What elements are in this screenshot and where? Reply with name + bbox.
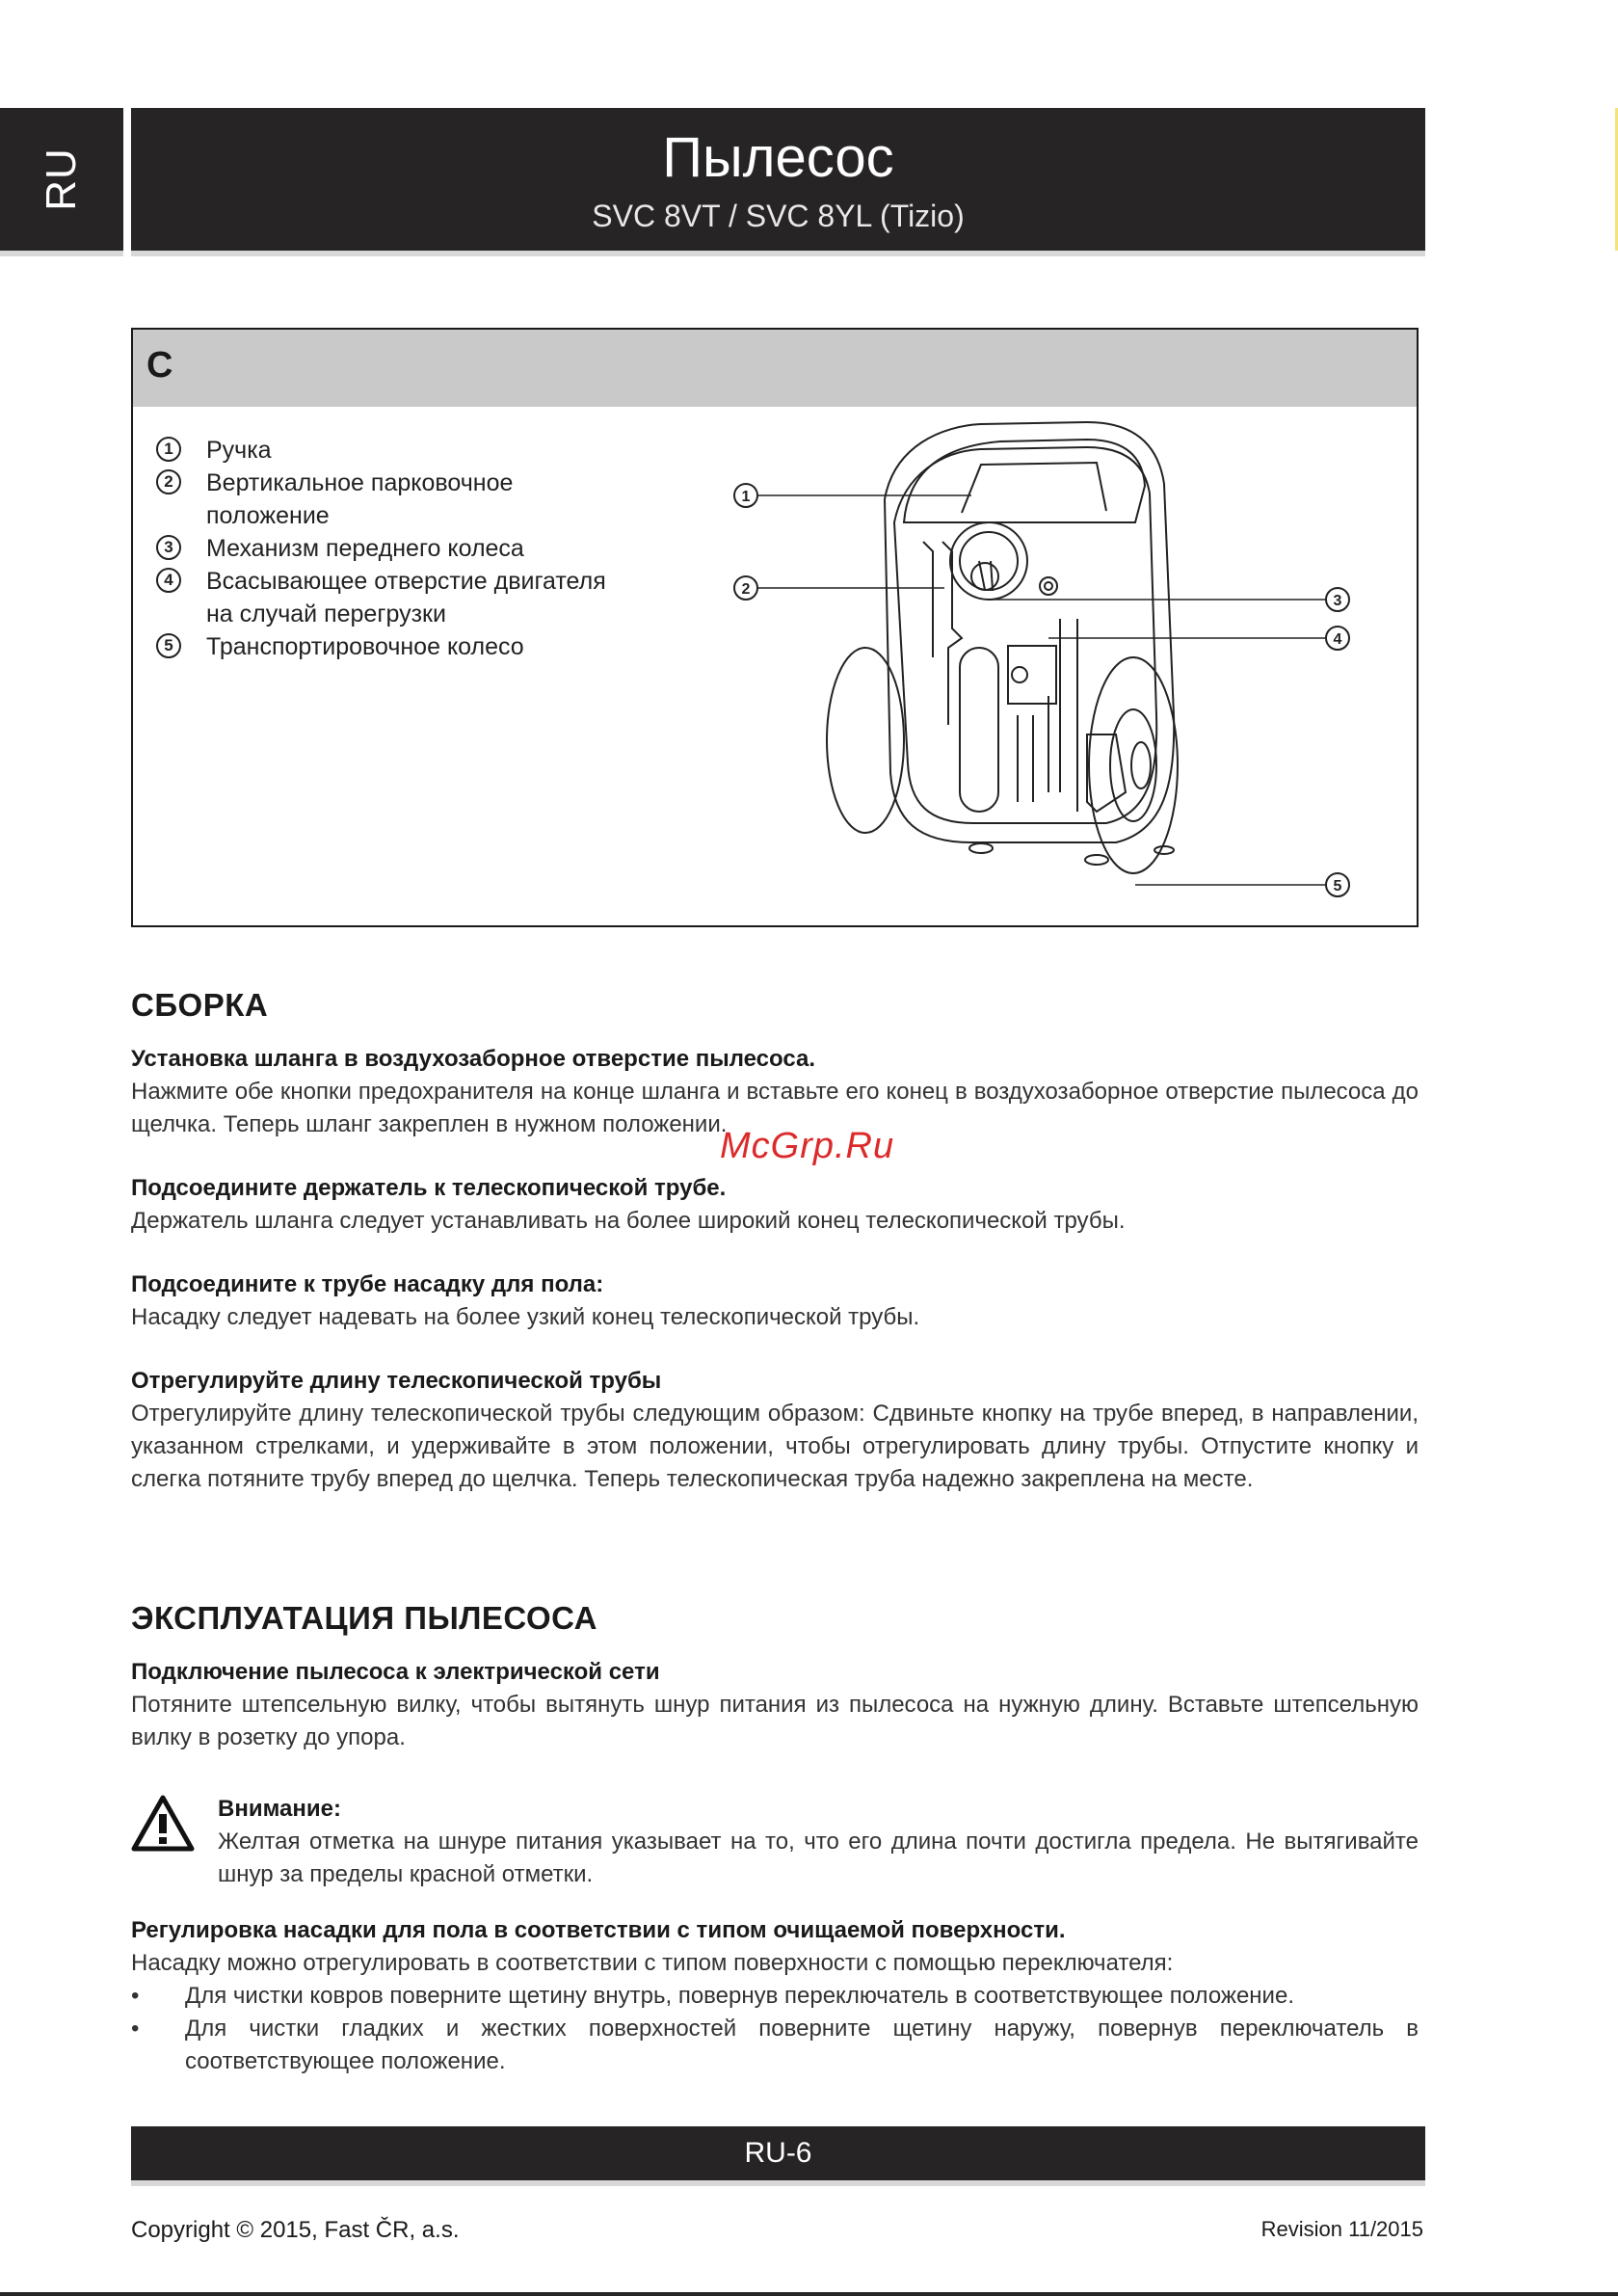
list-item: • Для чистки ковров поверните щетину внутрь, повернув переключатель в соответствующее положение. [131,1980,1419,2013]
legend-number: 2 [156,469,181,494]
copyright: Copyright © 2015, Fast ČR, a.s. [131,2217,460,2243]
legend-text: Вертикальное парковочное положение [206,469,514,529]
left-wheel [827,648,904,833]
legend-number: 1 [156,437,181,462]
vacuum-cleaner-illustration [133,407,1417,925]
figure-header [133,330,1417,407]
nozzle-bullet-list [131,1980,1419,2078]
overload-suction-hole [1040,577,1057,595]
page-title: Пылесос [662,126,894,189]
vacuum-body [885,422,1174,842]
assembly-heading: СБОРКА [131,987,269,1023]
page-number-bar [131,2126,1425,2180]
handle [904,440,1145,522]
warning-block [218,1793,1419,1891]
legend-text: Транспортировочное колесо [206,633,524,660]
page-subtitle: SVC 8VT / SVC 8YL (Tizio) [592,199,965,233]
assembly-step-4-title: Отрегулируйте длину телескопической трубы [131,1368,662,1394]
legend-number: 4 [156,568,181,593]
operation-heading: ЭКСПЛУАТАЦИЯ ПЫЛЕСОСА [131,1600,597,1636]
watermark: McGrp.Ru [720,1126,895,1166]
warning-text: Желтая отметка на шнуре питания указывает на то, что его длина почти достигла предела. Не вытягивайте шнур за пределы красной отметки. [218,1829,1419,1887]
operation-step-2-title: Регулировка насадки для пола в соответствии с типом очищаемой поверхности. [131,1917,1066,1943]
operation-step-1-title: Подключение пылесоса к электрической сети [131,1659,660,1685]
callout-number-2: 2 [741,581,751,598]
operation-step-1-text: Потяните штепсельную вилку, чтобы вытянуть шнур питания из пылесоса на нужную длину. Вставьте штепсельную вилку в розетку до упора. [131,1692,1419,1750]
page-number: RU-6 [744,2137,812,2169]
assembly-step-3-title: Подсоедините к трубе насадку для пола: [131,1271,604,1297]
operation-step-2-text: Насадку можно отрегулировать в соответствии с типом поверхности с помощью переключателя: [131,1950,1174,1976]
revision: Revision 11/2015 [1260,2217,1423,2241]
assembly-section [131,987,1419,1496]
right-wheel [1089,657,1178,873]
bottom-rule [0,2292,1618,2296]
title-banner [131,108,1425,251]
legend-number: 5 [156,633,181,658]
assembly-step-1-text: Нажмите обе кнопки предохранителя на конце шланга и вставьте его конец в воздухозаборное отверстие пылесоса до щелчка. Теперь шланг закреплен в нужном положении. [131,1079,1419,1137]
legend-text: Механизм переднего колеса [206,535,524,562]
warning-title: Внимание: [218,1796,341,1822]
assembly-step-2-text: Держатель шланга следует устанавливать на более широкий конец телескопической трубы. [131,1208,1126,1234]
assembly-step-1-title: Установка шланга в воздухозаборное отверстие пылесоса. [131,1046,816,1072]
language-tab [0,108,123,251]
legend-text: Ручка [206,437,272,464]
floor-nozzle-section [131,1914,1419,2078]
callout-number-4: 4 [1333,631,1342,648]
assembly-step-4-text: Отрегулируйте длину телескопической трубы следующим образом: Сдвиньте кнопку на трубе вперед, в направлении, указанном стрелками, и удерживайте в этом положении, чтобы отрегулировать длину трубы. Отпустите кнопку и слегка потяните трубу вперед до щелчка. Теперь телескопическая труба надежно закреплена на месте. [131,1401,1419,1492]
warning-icon [131,1795,195,1853]
callout-number-3: 3 [1333,593,1342,609]
assembly-step-2-title: Подсоедините держатель к телескопической трубе. [131,1175,727,1201]
front-wheel-mechanism [950,522,1027,600]
list-item: • Для чистки гладких и жестких поверхностей поверните щетину наружу, повернув переключатель в соответствующее положение. [131,2013,1419,2078]
legend-number: 3 [156,535,181,560]
language-label: RU [38,147,85,211]
assembly-step-3-text: Насадку следует надевать на более узкий конец телескопической трубы. [131,1304,920,1330]
figure-label: C [146,345,173,386]
callout-number-1: 1 [741,489,751,505]
operation-section [131,1600,1419,1754]
figure-box [131,328,1419,927]
legend-text: Всасывающее отверстие двигателя на случай перегрузки [206,568,606,627]
callout-number-5: 5 [1333,878,1342,894]
